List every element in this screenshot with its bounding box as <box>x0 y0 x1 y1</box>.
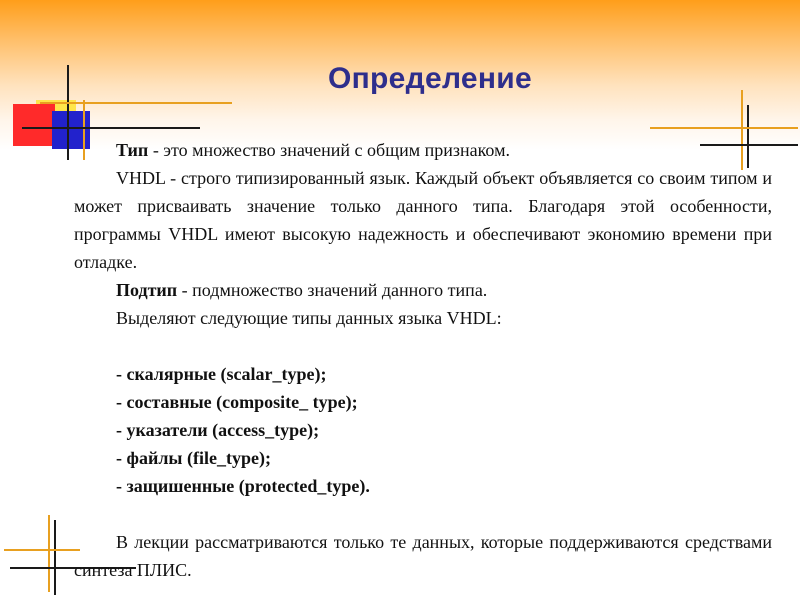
slide-body <box>74 136 772 584</box>
closing-paragraph: В лекции рассматриваются только те данных, которые поддерживаются средствами синтеза ПЛИС. <box>74 532 772 580</box>
list-item: - скалярные (scalar_type); <box>116 364 327 384</box>
subtype-definition-text: - подмножество значений данного типа. <box>177 280 488 300</box>
spacer <box>74 500 772 528</box>
type-definition-text: - это множество значений с общим признаком. <box>148 140 510 160</box>
slide-title: Определение <box>327 62 533 95</box>
list-item: - файлы (file_type); <box>116 448 271 468</box>
vhdl-paragraph: VHDL - строго типизированный язык. Каждый объект объявляется со своим типом и может присваивать значение только данного типа. Благодаря этой особенности, программы VHDL имеют высокую надежность и обеспечивают экономию времени при отладке. <box>74 168 772 272</box>
type-definition <box>74 136 772 164</box>
types-list <box>74 360 772 500</box>
types-intro: Выделяют следующие типы данных языка VHDL: <box>116 308 502 328</box>
decor-red-square <box>13 104 55 146</box>
term-subtype: Подтип <box>116 280 178 300</box>
list-item: - указатели (access_type); <box>116 420 320 440</box>
term-type: Тип <box>116 140 149 160</box>
list-item: - защишенные (protected_type). <box>116 476 370 496</box>
spacer <box>74 332 772 360</box>
list-item: - составные (composite_ type); <box>116 392 358 412</box>
subtype-definition <box>74 276 772 304</box>
